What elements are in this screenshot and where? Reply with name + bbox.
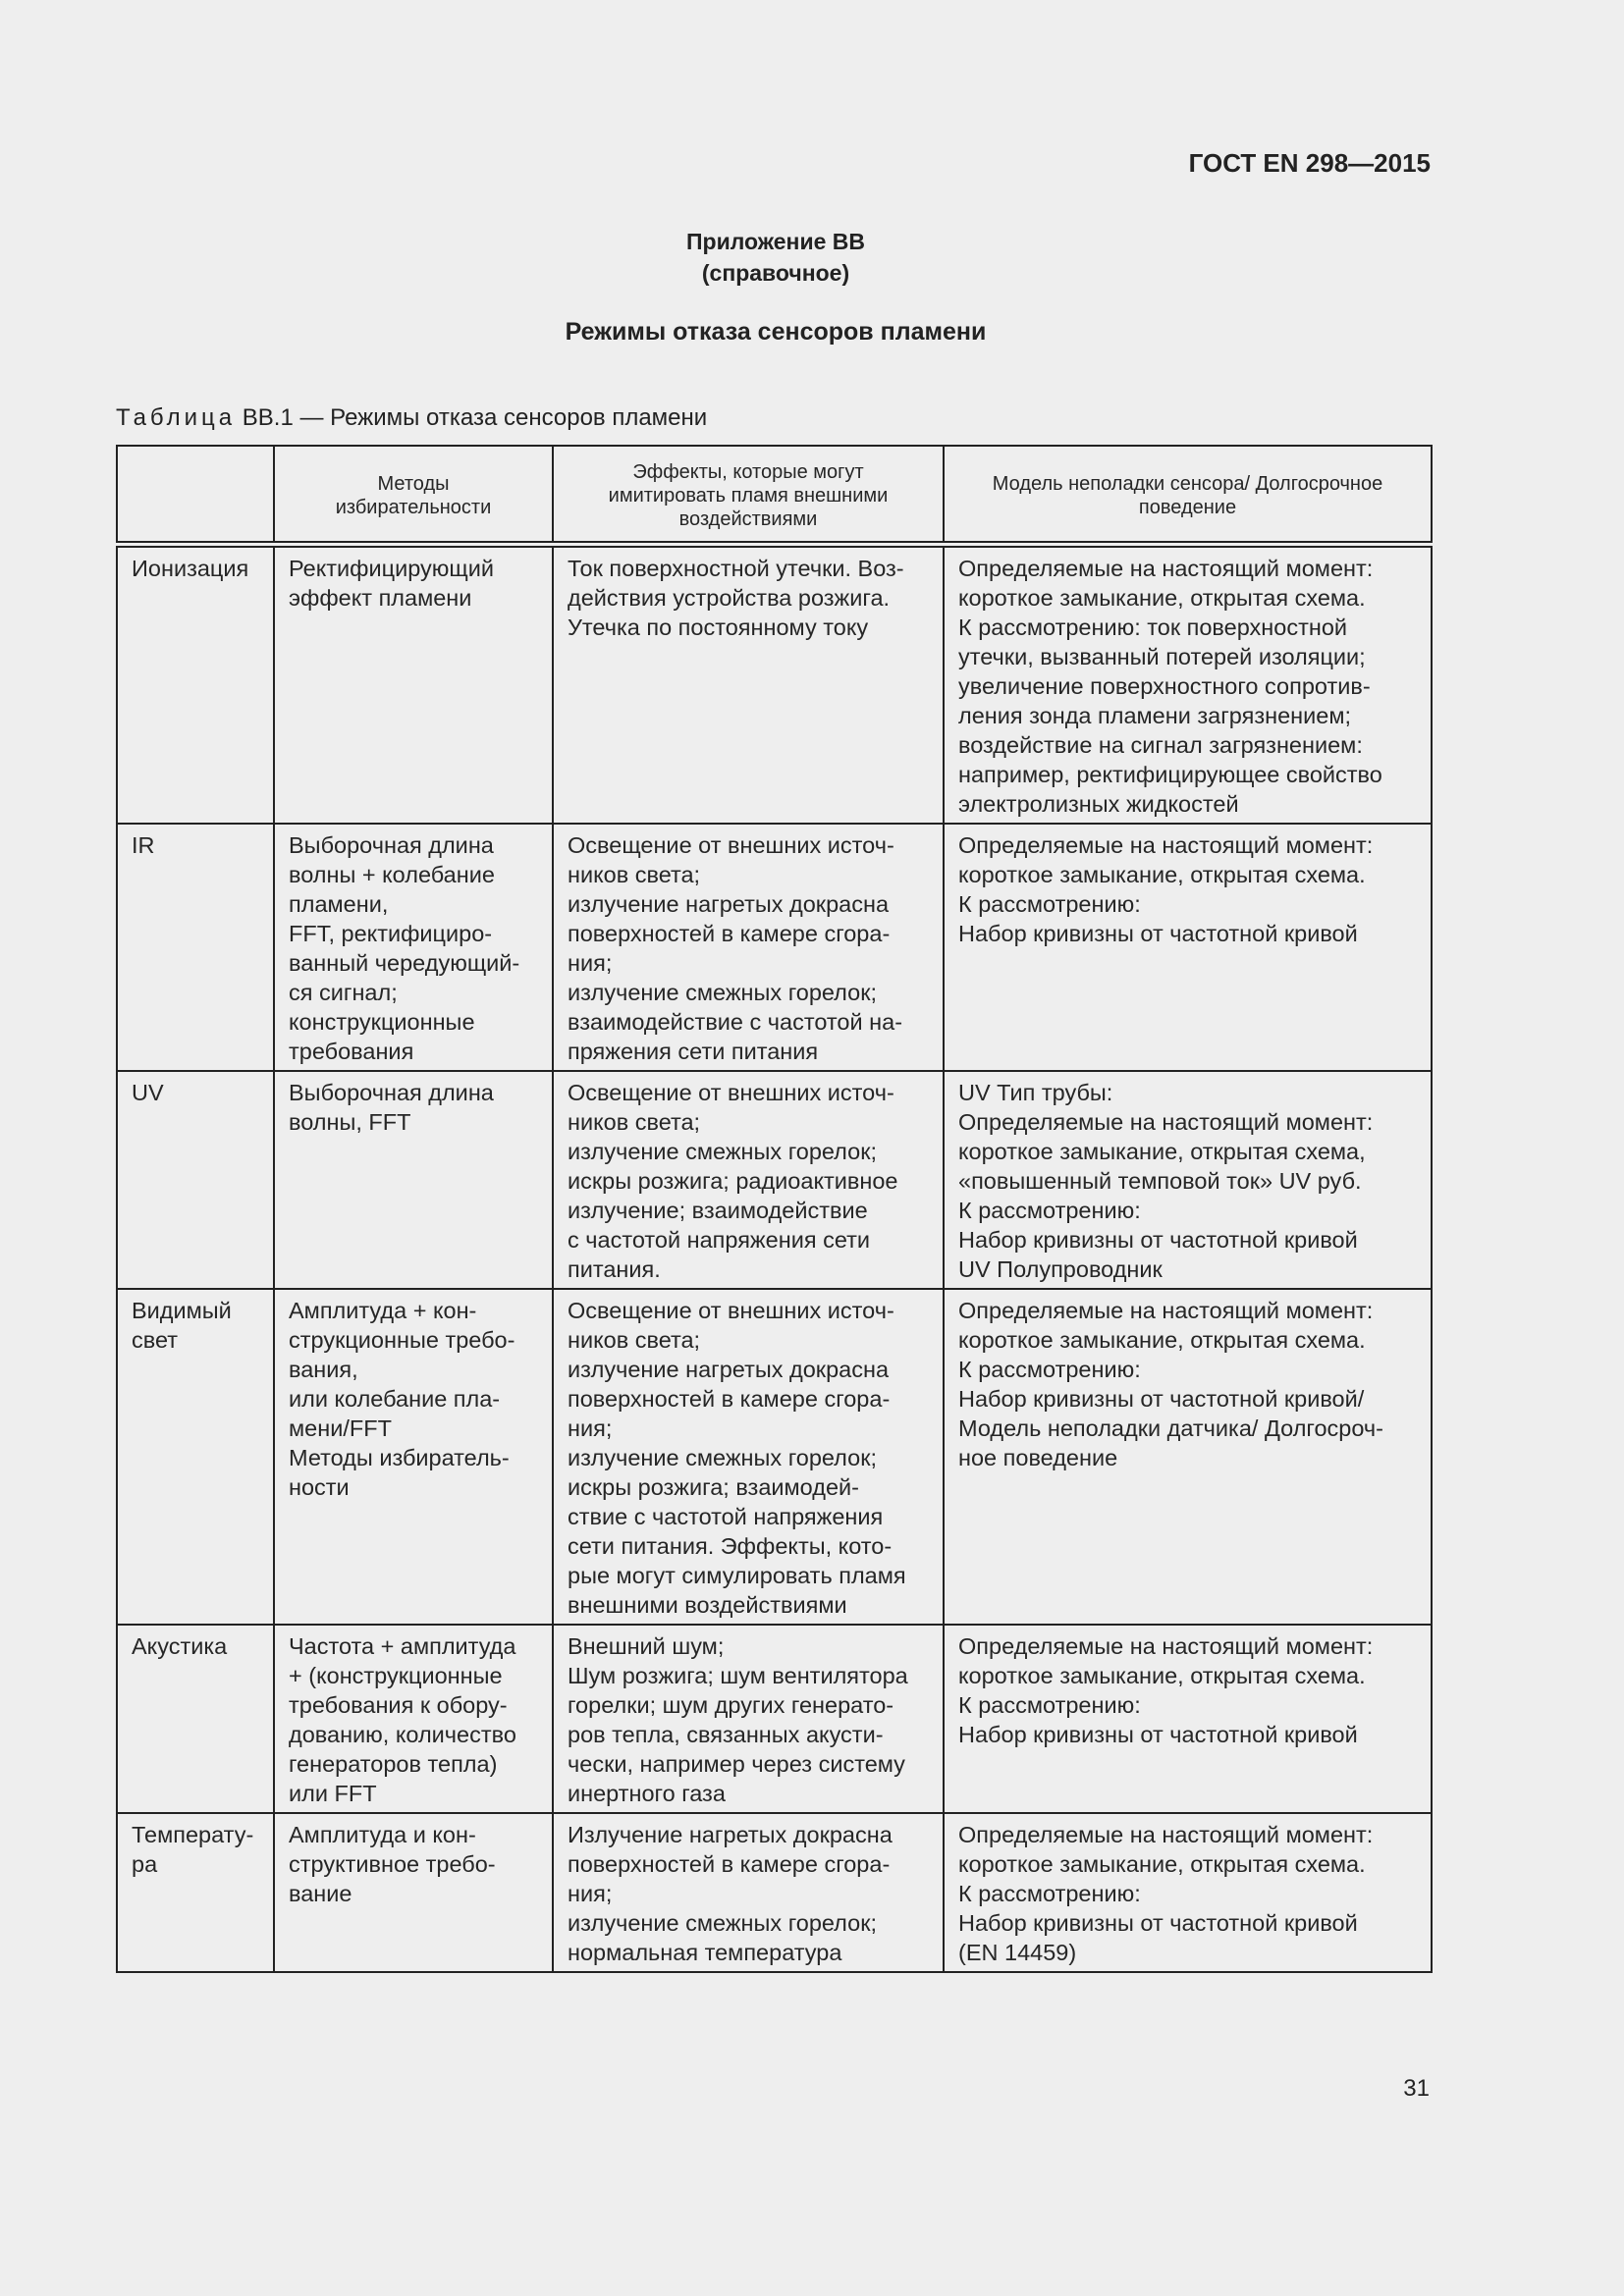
- appendix-label: Приложение ВВ: [685, 229, 865, 254]
- table-caption-label: Таблица: [116, 404, 237, 431]
- selectivity-methods-cell: Частота + амплитуда + (конструкционные требования к обору- дованию, количество генераторов тепла) или FFT: [274, 1625, 553, 1813]
- table-row: [117, 1625, 1432, 1813]
- external-effects-cell: Освещение от внешних источ- ников света; излучение смежных горелок; искры розжига; радиоактивное излучение; взаимодействие с частотой напряжения сети питания.: [553, 1071, 944, 1289]
- sensor-type-cell: UV: [117, 1071, 274, 1289]
- appendix-heading: [0, 226, 1551, 289]
- table-header-row: [117, 446, 1432, 545]
- table-row: [117, 824, 1432, 1071]
- external-effects-cell: Освещение от внешних источ- ников света; излучение нагретых докрасна поверхностей в камере сгора- ния; излучение смежных горелок; взаимодействие с частотой на- пряжения сети питания: [553, 824, 944, 1071]
- selectivity-methods-cell: Амплитуда и кон- структивное требо- вание: [274, 1813, 553, 1972]
- appendix-subtitle: (справочное): [701, 260, 850, 286]
- header-failure-model: Модель неполадки сенсора/ Долгосрочное поведение: [944, 446, 1432, 545]
- sensor-type-cell: IR: [117, 824, 274, 1071]
- appendix-title: Режимы отказа сенсоров пламени: [565, 318, 987, 346]
- external-effects-cell: Ток поверхностной утечки. Воз- действия устройства розжига. Утечка по постоянному току: [553, 545, 944, 825]
- failure-model-cell: Определяемые на настоящий момент: короткое замыкание, открытая схема. К рассмотрению: Набор кривизны от частотной кривой (EN 14459): [944, 1813, 1432, 1972]
- sensor-type-cell: Акустика: [117, 1625, 274, 1813]
- external-effects-cell: Освещение от внешних источ- ников света; излучение нагретых докрасна поверхностей в камере сгора- ния; излучение смежных горелок; искры розжига; взаимодей- ствие с частотой напряжения сети питания. Эффекты, кото- рые могут симулировать пламя внешними воздействиями: [553, 1289, 944, 1625]
- failure-model-cell: Определяемые на настоящий момент: короткое замыкание, открытая схема. К рассмотрению: Набор кривизны от частотной кривой: [944, 1625, 1432, 1813]
- sensor-type-cell: Температу- ра: [117, 1813, 274, 1972]
- external-effects-cell: Внешний шум; Шум розжига; шум вентилятора горелки; шум других генерато- ров тепла, связанных акусти- чески, например через систему инертного газа: [553, 1625, 944, 1813]
- table-row: [117, 1071, 1432, 1289]
- document-code: ГОСТ EN 298—2015: [1188, 148, 1431, 178]
- header-selectivity-methods: Методы избирательности: [274, 446, 553, 545]
- failure-model-cell: Определяемые на настоящий момент: короткое замыкание, открытая схема. К рассмотрению: Набор кривизны от частотной кривой/ Модель неполадки датчика/ Долгосроч- ное поведение: [944, 1289, 1432, 1625]
- failure-modes-table: [116, 445, 1433, 1973]
- external-effects-cell: Излучение нагретых докрасна поверхностей в камере сгора- ния; излучение смежных горелок; нормальная температура: [553, 1813, 944, 1972]
- selectivity-methods-cell: Выборочная длина волны + колебание пламени, FFT, ректифициро- ванный чередующий- ся сигнал; конструкционные требования: [274, 824, 553, 1071]
- header-external-effects: Эффекты, которые могут имитировать пламя внешними воздействиями: [553, 446, 944, 545]
- page-number: 31: [1403, 2075, 1430, 2102]
- table-caption-text: ВВ.1 — Режимы отказа сенсоров пламени: [242, 404, 708, 431]
- failure-model-cell: UV Тип трубы: Определяемые на настоящий момент: короткое замыкание, открытая схема, «повышенный темповой ток» UV руб. К рассмотрению: Набор кривизны от частотной кривой UV Полупроводник: [944, 1071, 1432, 1289]
- table-row: [117, 545, 1432, 825]
- failure-model-cell: Определяемые на настоящий момент: короткое замыкание, открытая схема. К рассмотрению: Набор кривизны от частотной кривой: [944, 824, 1432, 1071]
- header-sensor-type: [117, 446, 274, 545]
- sensor-type-cell: Ионизация: [117, 545, 274, 825]
- failure-model-cell: Определяемые на настоящий момент: короткое замыкание, открытая схема. К рассмотрению: ток поверхностной утечки, вызванный потерей изоляции; увеличение поверхностного сопротив- ления зонда пламени загрязнением; воздействие на сигнал загрязнением: например, ректифицирующее свойство электролизных жидкостей: [944, 545, 1432, 825]
- table-caption: [116, 404, 707, 432]
- table-row: [117, 1813, 1432, 1972]
- sensor-type-cell: Видимый свет: [117, 1289, 274, 1625]
- table-row: [117, 1289, 1432, 1625]
- selectivity-methods-cell: Выборочная длина волны, FFT: [274, 1071, 553, 1289]
- selectivity-methods-cell: Амплитуда + кон- струкционные требо- вания, или колебание пла- мени/FFT Методы избиратель- ности: [274, 1289, 553, 1625]
- selectivity-methods-cell: Ректифицирующий эффект пламени: [274, 545, 553, 825]
